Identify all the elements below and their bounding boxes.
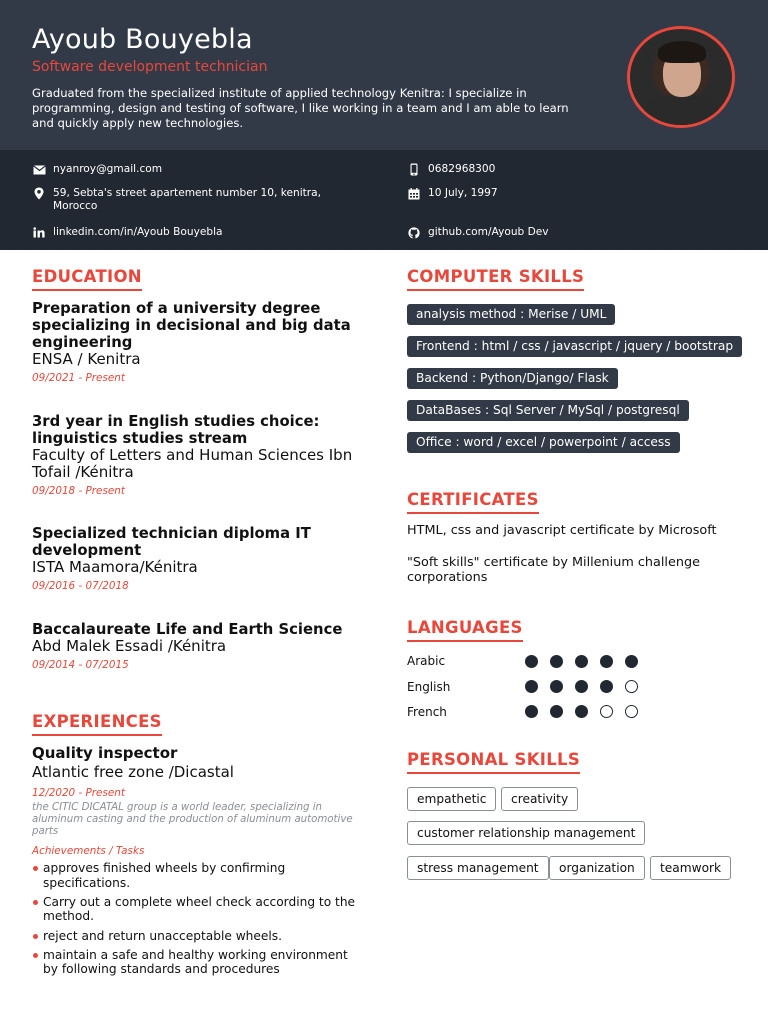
contact-linkedin [32, 226, 223, 239]
photo-body-shape [644, 95, 720, 128]
education-title: Baccalaureate Life and Earth Science [32, 621, 343, 638]
computer-skill-tag: Backend : Python/Django/ Flask [407, 368, 618, 389]
task-list [32, 861, 362, 982]
contact-bar [0, 150, 768, 250]
task-item: approves finished wheels by confirming specifications. [32, 861, 362, 890]
level-dot-filled [575, 655, 588, 668]
mobile-phone-icon [407, 163, 421, 176]
level-dot-filled [600, 655, 613, 668]
photo-hair-shape [658, 41, 706, 63]
profile-photo [627, 26, 735, 128]
level-dot-filled [600, 680, 613, 693]
computer-skill-tag: analysis method : Merise / UML [407, 304, 615, 325]
education-item [32, 621, 362, 671]
level-dot-filled [575, 705, 588, 718]
education-school: Faculty of Letters and Human Sciences Ibn Tofail /Kénitra [32, 446, 353, 481]
education-school: ENSA / Kenitra [32, 350, 141, 368]
language-name: French [407, 705, 447, 719]
contact-phone [407, 163, 495, 176]
birthdate-text: 10 July, 1997 [428, 187, 498, 199]
level-dot-filled [550, 705, 563, 718]
personal-skill-tag: stress management [407, 856, 549, 880]
phone-text: 0682968300 [428, 163, 496, 175]
experience-description: the CITIC DICATAL group is a world leader, specializing in aluminum casting and the production of aluminum automotive parts [32, 802, 353, 837]
github-icon [407, 226, 421, 239]
certificate-item: "Soft skills" certificate by Millenium challenge corporations [407, 555, 700, 585]
education-dates: 09/2021 - Present [32, 372, 125, 384]
achievements-label: Achievements / Tasks [32, 845, 145, 857]
github-text[interactable]: github.com/Ayoub Dev [428, 226, 549, 238]
linkedin-icon [32, 226, 46, 239]
person-name: Ayoub Bouyebla [32, 24, 253, 55]
education-title: 3rd year in English studies choice: linguistics studies stream [32, 413, 320, 447]
resume-header [0, 0, 768, 150]
personal-skill-tag: organization [549, 856, 645, 880]
personal-skill-tag: customer relationship management [407, 821, 645, 845]
computer-skill-tag: Office : word / excel / powerpoint / access [407, 432, 680, 453]
education-heading: EDUCATION [32, 267, 142, 291]
envelope-icon [32, 163, 46, 176]
personal-skill-tag: empathetic [407, 787, 496, 811]
address-text: 59, Sebta's street apartement number 10, kenitra, Morocco [53, 187, 322, 212]
computer-skill-tag: Frontend : html / css / javascript / jquery / bootstrap [407, 336, 742, 357]
contact-github [407, 226, 549, 239]
person-role: Software development technician [32, 59, 268, 75]
education-dates: 09/2014 - 07/2015 [32, 659, 129, 671]
level-dot-filled [550, 680, 563, 693]
task-item: reject and return unacceptable wheels. [32, 929, 362, 944]
certificates-heading: CERTIFICATES [407, 490, 539, 514]
calendar-icon [407, 187, 421, 200]
level-dot-filled [525, 680, 538, 693]
education-item [32, 525, 362, 592]
experiences-heading: EXPERIENCES [32, 712, 162, 736]
education-item [32, 300, 362, 384]
computer-skills-heading: COMPUTER SKILLS [407, 267, 584, 291]
profile-summary: Graduated from the specialized institute of applied technology Kenitra: I specialize in programming, design and testing of software, I like working in a team and I am able to learn and quickly apply new technologies. [32, 86, 569, 130]
experience-title: Quality inspector [32, 744, 178, 762]
contact-address [32, 187, 332, 213]
level-dot-filled [525, 655, 538, 668]
language-level-dots [525, 705, 650, 718]
certificate-item: HTML, css and javascript certificate by Microsoft [407, 523, 717, 538]
contact-email [32, 163, 162, 176]
education-dates: 09/2018 - Present [32, 485, 125, 497]
level-dot-filled [625, 655, 638, 668]
education-title: Specialized technician diploma IT development [32, 525, 311, 559]
task-item: maintain a safe and healthy working environment by following standards and procedures [32, 948, 362, 977]
language-level-dots [525, 680, 650, 693]
level-dot-empty [625, 680, 638, 693]
location-pin-icon [32, 187, 46, 200]
level-dot-filled [525, 705, 538, 718]
education-dates: 09/2016 - 07/2018 [32, 580, 129, 592]
experience-dates: 12/2020 - Present [32, 787, 125, 799]
language-name: Arabic [407, 654, 446, 668]
personal-skills-heading: PERSONAL SKILLS [407, 750, 580, 774]
education-title: Preparation of a university degree specializing in decisional and big data engineering [32, 300, 351, 351]
task-item: Carry out a complete wheel check according to the method. [32, 895, 362, 924]
level-dot-filled [575, 680, 588, 693]
education-school: ISTA Maamora/Kénitra [32, 558, 198, 576]
education-school: Abd Malek Essadi /Kénitra [32, 637, 227, 655]
email-text[interactable]: nyanroy@gmail.com [53, 163, 163, 175]
education-item [32, 413, 362, 497]
linkedin-text[interactable]: linkedin.com/in/Ayoub Bouyebla [53, 226, 223, 238]
language-name: English [407, 680, 451, 694]
language-level-dots [525, 655, 650, 668]
level-dot-empty [600, 705, 613, 718]
personal-skill-tag: teamwork [650, 856, 731, 880]
experience-company: Atlantic free zone /Dicastal [32, 763, 234, 781]
languages-heading: LANGUAGES [407, 618, 523, 642]
personal-skill-tag: creativity [501, 787, 578, 811]
level-dot-filled [550, 655, 563, 668]
level-dot-empty [625, 705, 638, 718]
computer-skill-tag: DataBases : Sql Server / MySql / postgresql [407, 400, 689, 421]
contact-birthdate [407, 187, 498, 200]
